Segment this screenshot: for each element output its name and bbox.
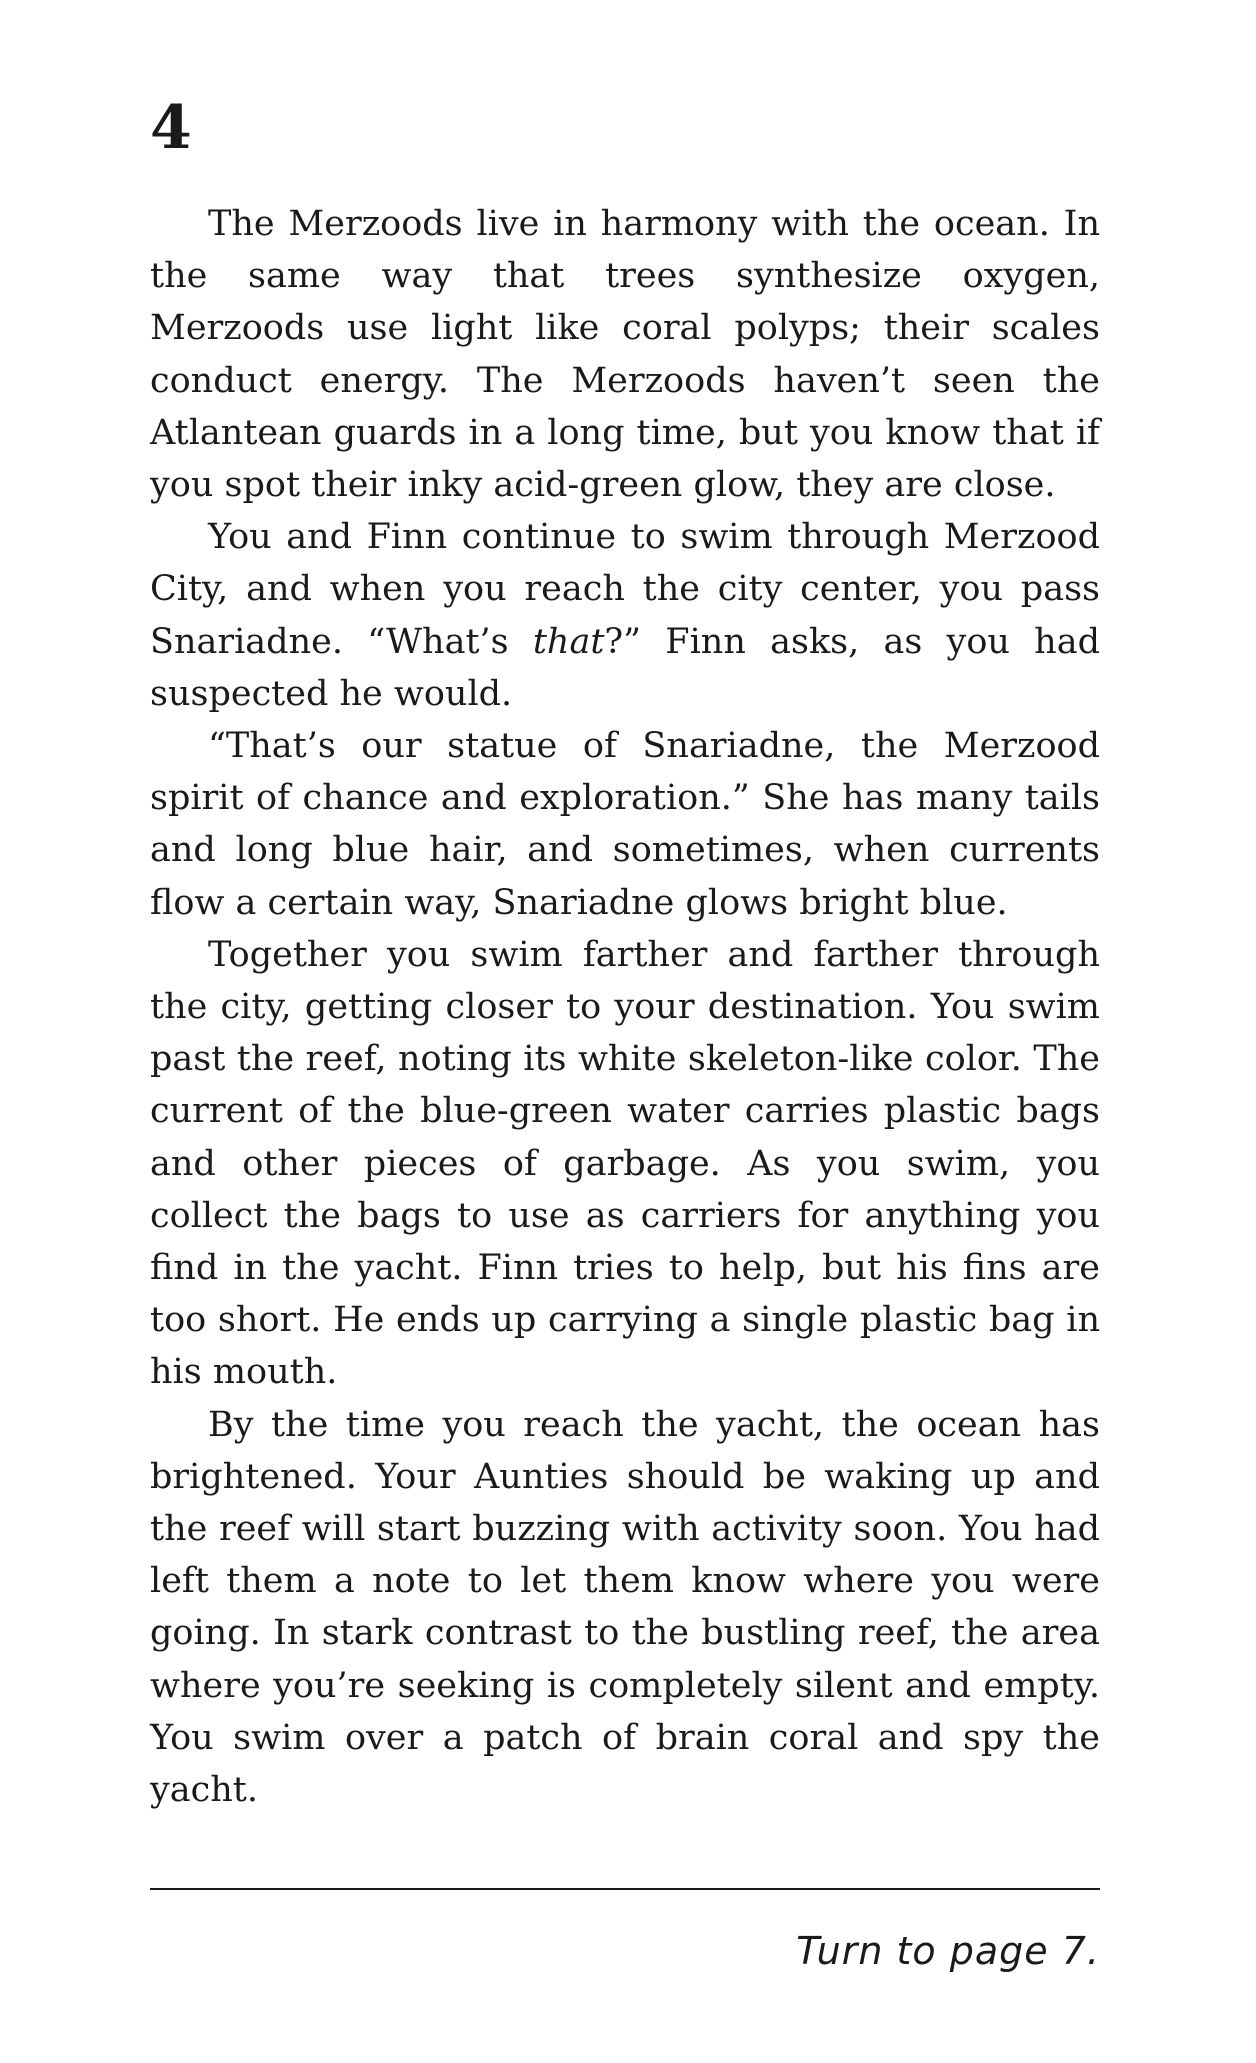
emphasized-word: that bbox=[532, 621, 605, 662]
turn-to-page-instruction: Turn to page 7. bbox=[796, 1929, 1100, 1973]
paragraph-1: The Merzoods live in harmony with the ocean. In the same way that trees synthesize oxygen, Merzoods use light like coral polyps; their scales conduct energy. The Merzoods haven’t seen the Atlantean guards in a long time, but you know that if you spot their inky acid-green glow, they are close. bbox=[150, 204, 1100, 506]
paragraph-2-start: You and Finn continue to swim through Merzood City, and when you reach the city center, you pass Snariadne. “What’s bbox=[150, 517, 1100, 662]
paragraph-2-end: ?” Finn asks, as you had suspected he would. bbox=[150, 621, 1100, 714]
page-number: 4 bbox=[150, 93, 192, 163]
paragraph-4: Together you swim farther and farther through the city, getting closer to your destination. You swim past the reef, noting its white skeleton-like color. The current of the blue-green water carries plastic bags and other pieces of garbage. As you swim, you collect the bags to use as carriers for anything you find in the yacht. Finn tries to help, but his fins are too short. He ends up carrying a single plastic bag in his mouth. bbox=[150, 934, 1100, 1393]
footer-divider bbox=[150, 1888, 1100, 1890]
story-text bbox=[150, 198, 1100, 1816]
paragraph-2 bbox=[150, 511, 1100, 720]
paragraph-5: By the time you reach the yacht, the ocean has brightened. Your Aunties should be waking up and the reef will start buzzing with activity soon. You had left them a note to let them know where you were going. In stark contrast to the bustling reef, the area where you’re seeking is completely silent and empty. You swim over a patch of brain coral and spy the yacht. bbox=[150, 1404, 1100, 1811]
book-page bbox=[150, 0, 1100, 2063]
paragraph-3: “That’s our statue of Snariadne, the Merzood spirit of chance and exploration.” She has many tails and long blue hair, and sometimes, when currents flow a certain way, Snariadne glows bright blue. bbox=[150, 726, 1100, 923]
